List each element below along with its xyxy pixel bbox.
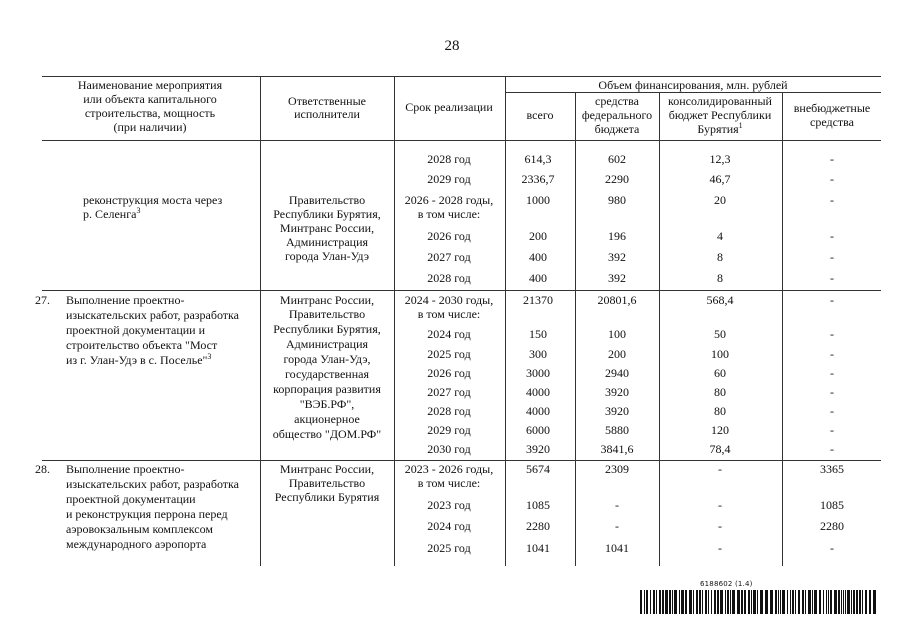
col-divider-1	[260, 76, 261, 566]
fed-cell: 100	[608, 327, 626, 341]
total-cell: 400	[529, 250, 547, 264]
fed-cell: 3920	[605, 404, 629, 418]
fed-cell: -	[615, 519, 619, 533]
term-main-line: 2026 - 2028 годы,	[404, 193, 494, 207]
item-exec-line: Администрация	[285, 337, 369, 351]
fed-cell: 3920	[605, 385, 629, 399]
header-cons-line: консолидированный	[668, 94, 772, 108]
header-term: Срок реализации	[405, 100, 493, 114]
term-cell: 2024 год	[427, 327, 471, 341]
extra-cell: -	[830, 442, 834, 456]
footnote-marker: 3	[207, 352, 212, 361]
bridge-name-line: р. Селенга$^3$	[83, 206, 141, 221]
footnote-marker: 1	[738, 121, 743, 130]
term-cell: 2026 год	[427, 229, 471, 243]
header-name-line: строительства, мощность	[84, 106, 216, 120]
bridge-exec-line: Администрация	[285, 235, 369, 249]
total-cell: 3920	[526, 442, 550, 456]
extra-cell: -	[830, 193, 834, 207]
header-name-line: Наименование мероприятия	[77, 78, 223, 92]
term-cell: 2030 год	[427, 442, 471, 456]
item-name-line: проектной документации	[66, 492, 196, 506]
barcode-label: 6188602 (1.4)	[700, 580, 753, 588]
col-divider-3	[505, 76, 506, 566]
item-name-line: изыскательских работ, разработка	[66, 308, 239, 322]
header-cons-line: Бурятия$^1$	[697, 121, 743, 136]
item-exec-line: общество "ДОМ.РФ"	[272, 427, 382, 441]
item-exec-line: Минтранс России,	[279, 462, 375, 476]
term-main-line: 2023 - 2026 годы,	[404, 462, 494, 476]
bridge-exec-line: Минтранс России,	[279, 221, 375, 235]
extra-cell: -	[830, 347, 834, 361]
cons-cell: 78,4	[709, 442, 731, 456]
extra-cell: -	[830, 327, 834, 341]
fed-cell: 20801,6	[597, 293, 637, 307]
term-cell: 2027 год	[427, 385, 471, 399]
total-cell: 2280	[526, 519, 550, 533]
row-separator-27	[42, 290, 881, 291]
extra-cell: 1085	[820, 498, 844, 512]
fed-cell: 2940	[605, 366, 629, 380]
total-cell: 614,3	[524, 152, 552, 166]
term-cell: 2025 год	[427, 541, 471, 555]
header-extra-line: внебюджетные	[793, 101, 871, 115]
item-name-line: Выполнение проектно-	[66, 293, 185, 307]
term-main-line: в том числе:	[417, 207, 481, 221]
fed-cell: 602	[608, 152, 626, 166]
bridge-exec-line: города Улан-Удэ	[285, 249, 369, 263]
total-cell: 2336,7	[521, 172, 555, 186]
page-number: 28	[444, 38, 460, 54]
total-cell: 3000	[526, 366, 550, 380]
item-name-line: и реконструкция перрона перед	[66, 507, 228, 521]
total-cell: 4000	[526, 404, 550, 418]
cons-cell: 12,3	[709, 152, 731, 166]
cons-cell: 60	[714, 366, 726, 380]
item-number: 28.	[35, 462, 50, 476]
item-name-line: строительство объекта "Мост	[66, 338, 218, 352]
term-cell: 2023 год	[427, 498, 471, 512]
cons-cell: -	[718, 462, 722, 476]
term-cell: 2029 год	[427, 423, 471, 437]
extra-cell: 2280	[820, 519, 844, 533]
term-cell: 2028 год	[427, 404, 471, 418]
header-name-line: или объекта капитального	[83, 92, 217, 106]
cons-cell: 120	[711, 423, 729, 437]
col-divider-2	[394, 76, 395, 566]
term-cell: 2026 год	[427, 366, 471, 380]
fed-cell: 392	[608, 250, 626, 264]
cons-cell: 50	[714, 327, 726, 341]
fed-cell: 1041	[605, 541, 629, 555]
col-divider-6	[782, 92, 783, 566]
term-cell: 2028 год	[427, 271, 471, 285]
header-cons-line: бюджет Республики	[668, 108, 772, 122]
term-main-line: 2024 - 2030 годы,	[404, 293, 494, 307]
footnote-marker: 3	[136, 206, 141, 215]
fed-cell: 196	[608, 229, 626, 243]
header-fed-line: бюджета	[594, 122, 640, 136]
item-name-line: проектной документации и	[66, 323, 206, 337]
header-fed-line: средства	[594, 94, 640, 108]
cons-cell: 80	[714, 404, 726, 418]
col-divider-4	[575, 92, 576, 566]
total-cell: 1085	[526, 498, 550, 512]
item-exec-line: Республики Бурятия	[274, 490, 380, 504]
fed-cell: 3841,6	[600, 442, 634, 456]
bridge-exec-line: Правительство	[288, 193, 366, 207]
item-name-line: изыскательских работ, разработка	[66, 477, 239, 491]
fed-cell: -	[615, 498, 619, 512]
total-cell: 1041	[526, 541, 550, 555]
extra-cell: -	[830, 541, 834, 555]
cons-cell: -	[718, 541, 722, 555]
term-cell: 2027 год	[427, 250, 471, 264]
header-financing: Объем финансирования, млн. рублей	[598, 78, 788, 92]
header-bottom-border	[42, 140, 881, 141]
total-cell: 1000	[526, 193, 550, 207]
extra-cell: -	[830, 172, 834, 186]
fed-cell: 2309	[605, 462, 629, 476]
term-cell: 2024 год	[427, 519, 471, 533]
item-name-line: Выполнение проектно-	[66, 462, 185, 476]
item-exec-line: Правительство	[288, 476, 366, 490]
extra-cell: -	[830, 293, 834, 307]
extra-cell: -	[830, 385, 834, 399]
cons-cell: 8	[717, 250, 723, 264]
item-name-line: международного аэропорта	[66, 537, 207, 551]
header-extra-line: средства	[809, 115, 855, 129]
total-cell: 21370	[523, 293, 553, 307]
extra-cell: -	[830, 423, 834, 437]
total-cell: 5674	[526, 462, 550, 476]
term-cell: 2029 год	[427, 172, 471, 186]
header-name-line: (при наличии)	[113, 120, 187, 134]
total-cell: 200	[529, 229, 547, 243]
term-main-line: в том числе:	[417, 307, 481, 321]
item-exec-line: государственная	[285, 367, 369, 381]
item-exec-line: города Улан-Удэ,	[283, 352, 371, 366]
extra-cell: -	[830, 366, 834, 380]
term-main-line: в том числе:	[417, 476, 481, 490]
extra-cell: -	[830, 229, 834, 243]
extra-cell: -	[830, 271, 834, 285]
cons-cell: 100	[711, 347, 729, 361]
item-exec-line: Республики Бурятия,	[273, 322, 381, 336]
row-separator-28	[42, 460, 881, 461]
extra-cell: -	[830, 152, 834, 166]
fed-cell: 5880	[605, 423, 629, 437]
total-cell: 6000	[526, 423, 550, 437]
extra-cell: 3365	[820, 462, 844, 476]
cons-cell: 46,7	[709, 172, 731, 186]
barcode	[640, 590, 880, 614]
fed-cell: 200	[608, 347, 626, 361]
cons-cell: 568,4	[706, 293, 734, 307]
item-name-line: из г. Улан-Удэ в с. Поселье"$^3$	[66, 352, 212, 367]
table-top-border	[42, 76, 881, 77]
bridge-name-line: реконструкция моста через	[83, 193, 223, 207]
header-exec-line: Ответственные	[288, 94, 366, 108]
item-exec-line: акционерное	[294, 412, 360, 426]
total-cell: 4000	[526, 385, 550, 399]
term-cell: 2025 год	[427, 347, 471, 361]
header-fed-line: федерального	[581, 108, 653, 122]
cons-cell: 4	[717, 229, 723, 243]
total-cell: 150	[529, 327, 547, 341]
total-cell: 300	[529, 347, 547, 361]
header-exec-line: исполнители	[294, 107, 360, 121]
item-exec-line: Минтранс России,	[279, 293, 375, 307]
item-exec-line: корпорация развития	[273, 382, 381, 396]
bridge-exec-line: Республики Бурятия,	[273, 207, 381, 221]
header-total: всего	[526, 108, 554, 122]
cons-cell: 20	[714, 193, 726, 207]
fed-cell: 980	[608, 193, 626, 207]
cons-cell: -	[718, 498, 722, 512]
item-exec-line: "ВЭБ.РФ",	[299, 397, 355, 411]
fed-cell: 2290	[605, 172, 629, 186]
extra-cell: -	[830, 404, 834, 418]
total-cell: 400	[529, 271, 547, 285]
cons-cell: -	[718, 519, 722, 533]
item-exec-line: Правительство	[288, 307, 366, 321]
item-number: 27.	[35, 293, 50, 307]
cons-cell: 80	[714, 385, 726, 399]
cons-cell: 8	[717, 271, 723, 285]
fed-cell: 392	[608, 271, 626, 285]
item-name-line: аэровокзальным комплексом	[66, 522, 213, 536]
col-divider-5	[659, 92, 660, 566]
extra-cell: -	[830, 250, 834, 264]
term-cell: 2028 год	[427, 152, 471, 166]
